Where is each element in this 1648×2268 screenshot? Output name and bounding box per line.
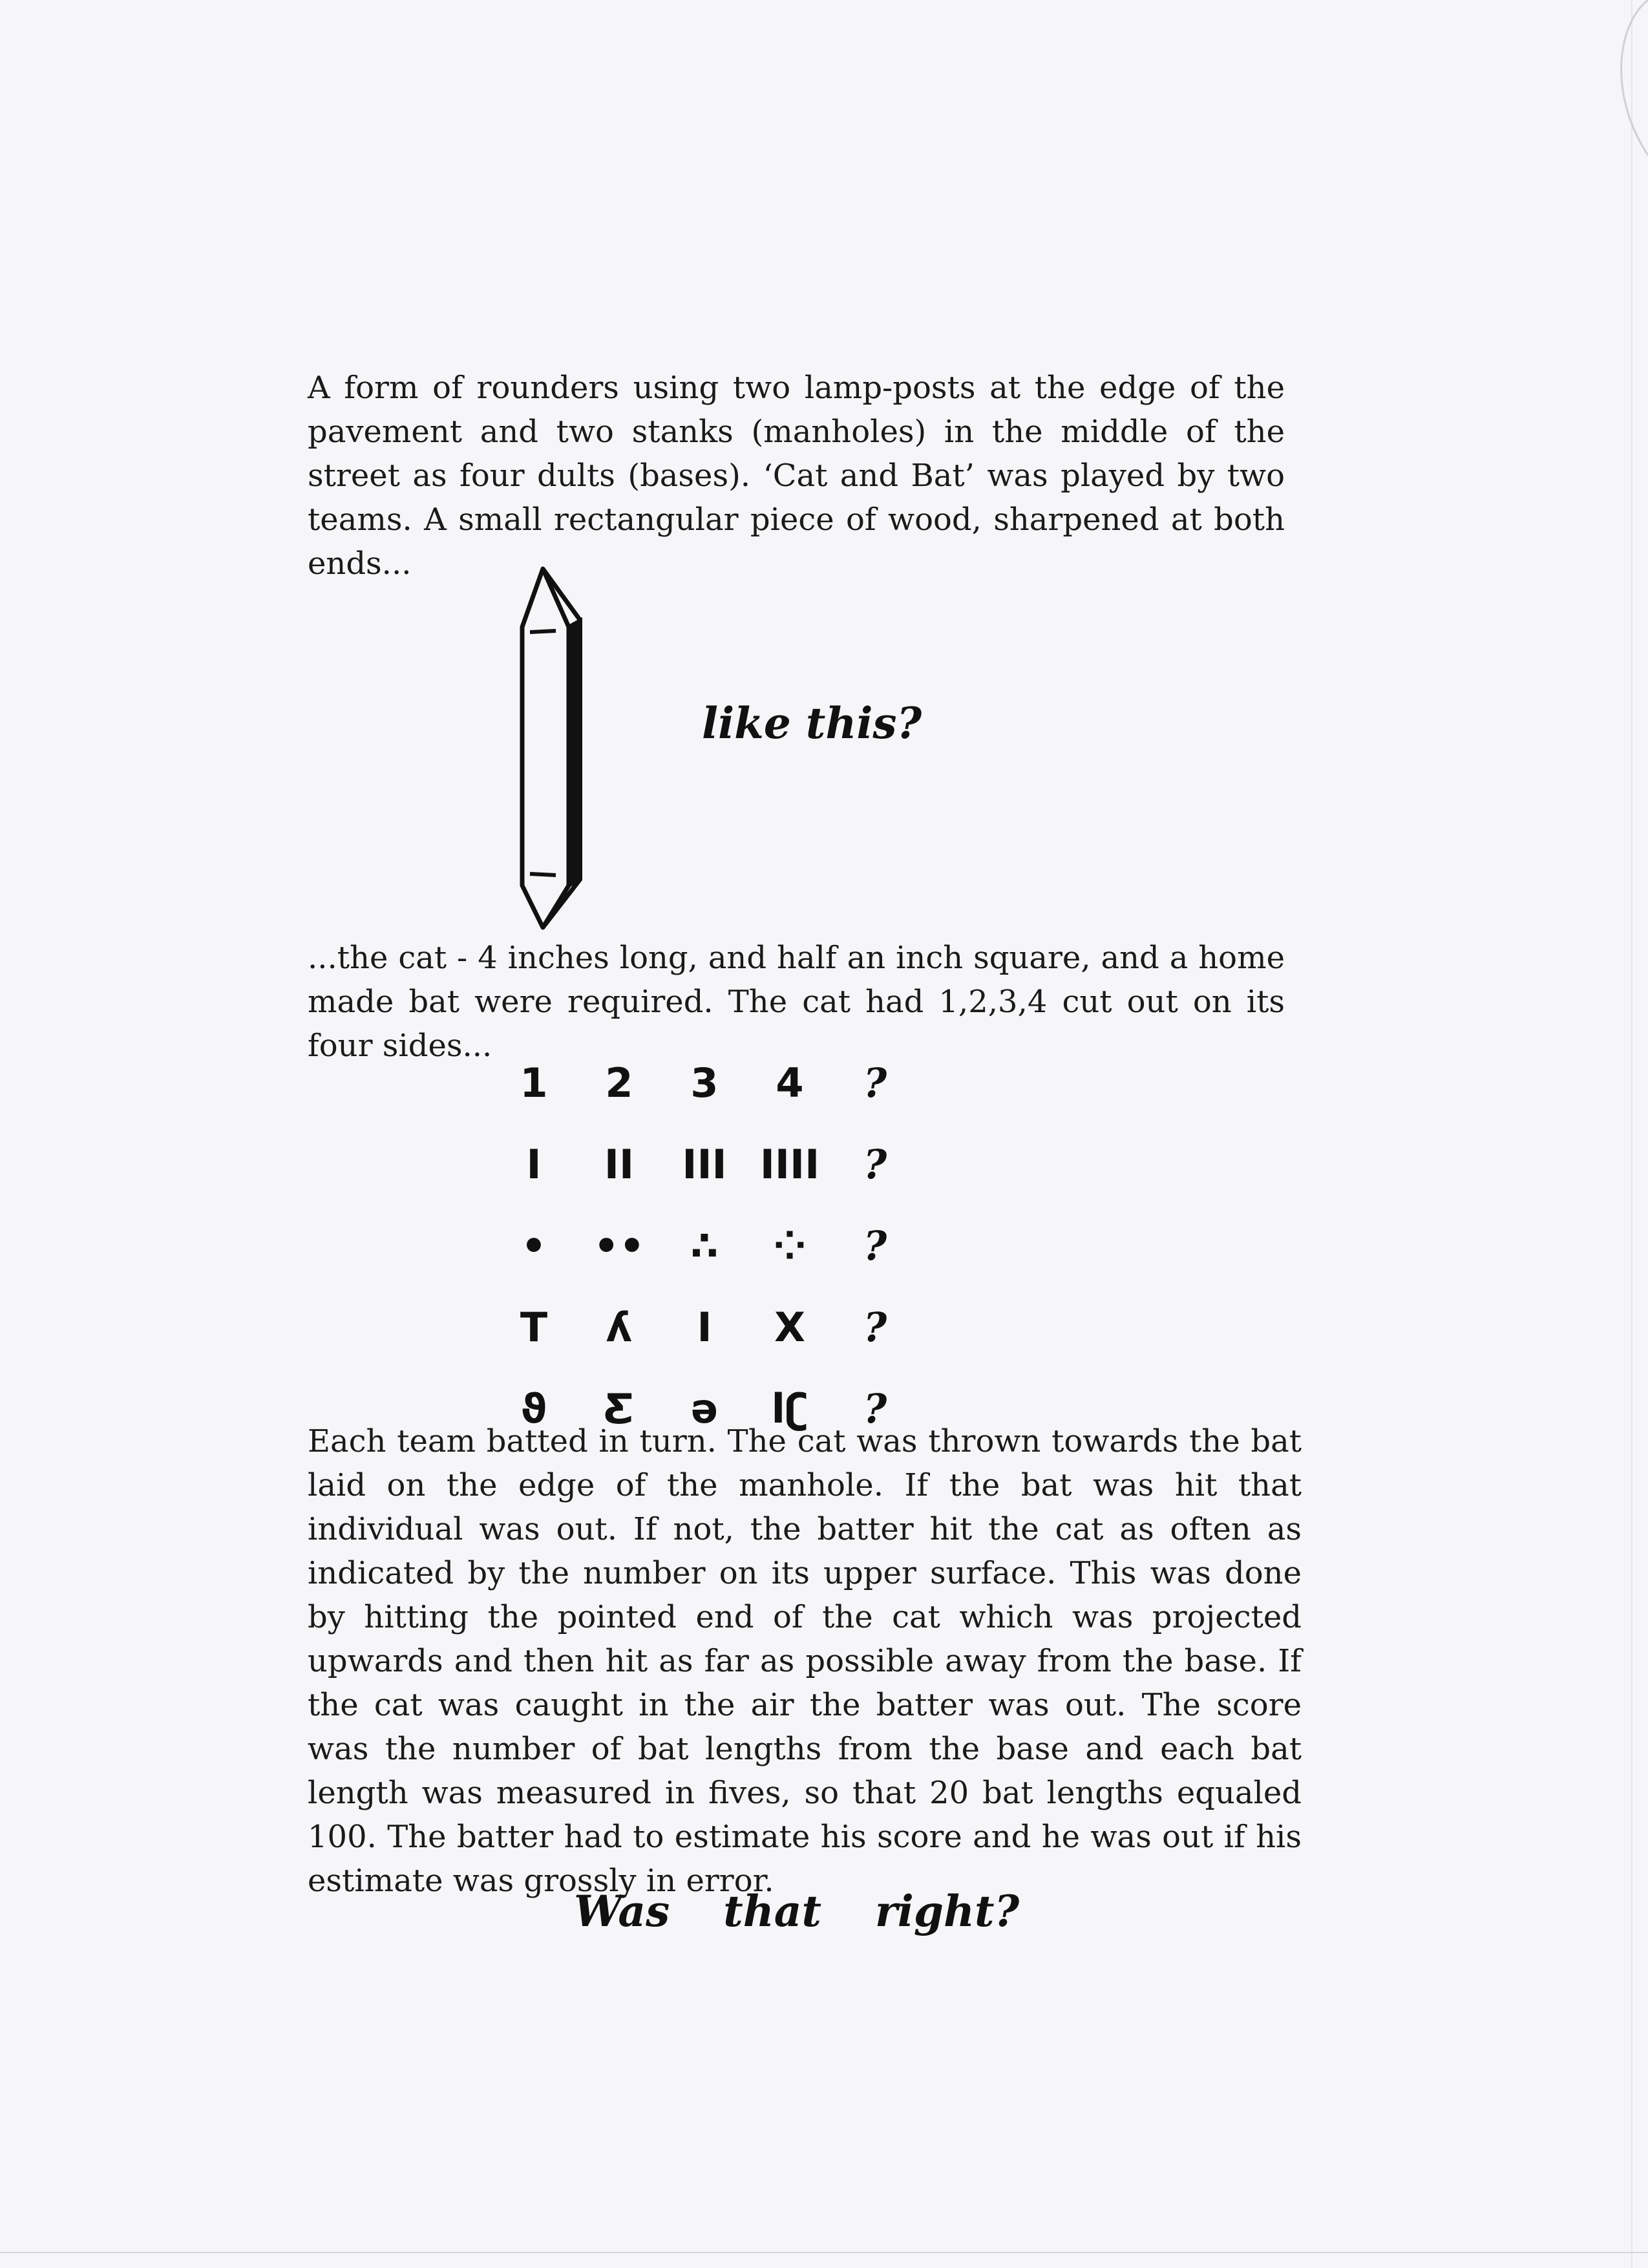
numeral-cell: III	[682, 1140, 727, 1188]
rules-paragraph: Each team batted in turn. The cat was thrown towards the bat laid on the edge of the manhole. If the bat was hit that individual was out. If not, the batter hit the cat as often as indicated by the number on its upper surface. This was done by hitting the pointed end of the cat which was projected upwards and then hit as far as possible away from the base. If the cat was caught in the air the batter was out. The score was the number of bat lengths from the base and each bat length was measured in fives, so that 20 bat lengths equaled 100. The batter had to estimate his score and he was out if his estimate was grossly in error.	[308, 1423, 1302, 1899]
numeral-cell: I	[697, 1303, 712, 1351]
middle-paragraph: ...the cat - 4 inches long, and half an inch square, and a home made bat were required. The cat had 1,2,3,4 cut out on its four sides...	[308, 940, 1285, 1064]
cat-sketch	[504, 556, 614, 944]
numeral-cell: ə	[690, 1384, 719, 1432]
numeral-question: ?	[863, 1222, 887, 1269]
numeral-cell: lʗ	[771, 1384, 808, 1432]
numeral-row-glyphs-a	[491, 1286, 918, 1368]
numeral-cell: 3	[690, 1059, 719, 1107]
page-curl	[1570, 0, 1648, 168]
page-edge	[1631, 0, 1632, 2268]
numeral-cell: ∴	[690, 1222, 719, 1269]
numeral-row-arabic	[491, 1042, 918, 1123]
numeral-cell: 4	[776, 1059, 804, 1107]
scan-bottom-edge	[0, 2252, 1648, 2253]
numeral-cell: X	[774, 1303, 805, 1351]
numeral-cell: 2	[605, 1059, 633, 1107]
numeral-variants-grid	[491, 1042, 918, 1449]
numeral-question: ?	[863, 1059, 887, 1107]
numeral-row-tally	[491, 1123, 918, 1205]
handwritten-like-this: like this?	[702, 698, 922, 748]
numeral-cell: II	[604, 1140, 635, 1188]
handwritten-was-that-right: Was that right?	[574, 1886, 1020, 1936]
numeral-cell: ••	[593, 1222, 645, 1269]
numeral-cell: Ƹ	[604, 1384, 635, 1432]
numeral-cell: •	[521, 1222, 547, 1269]
numeral-question: ?	[863, 1303, 887, 1351]
numeral-cell: IIII	[759, 1140, 820, 1188]
numeral-cell: T	[520, 1303, 548, 1351]
numeral-row-dots	[491, 1205, 918, 1286]
numeral-cell: ʎ	[606, 1303, 633, 1351]
numeral-cell: 1	[520, 1059, 548, 1107]
numeral-cell: I	[526, 1140, 542, 1188]
numeral-cell: ⁘	[773, 1222, 807, 1269]
intro-paragraph: A form of rounders using two lamp-posts at the edge of the pavement and two stanks (manholes) in the middle of the street as four dults (bases). ‘Cat and Bat’ was played by two teams. A small rectangular piece of wood, sharpened at both ends...	[308, 370, 1285, 582]
numeral-question: ?	[863, 1140, 887, 1188]
numeral-cell: ϑ	[520, 1384, 547, 1432]
numeral-question: ?	[863, 1384, 887, 1432]
